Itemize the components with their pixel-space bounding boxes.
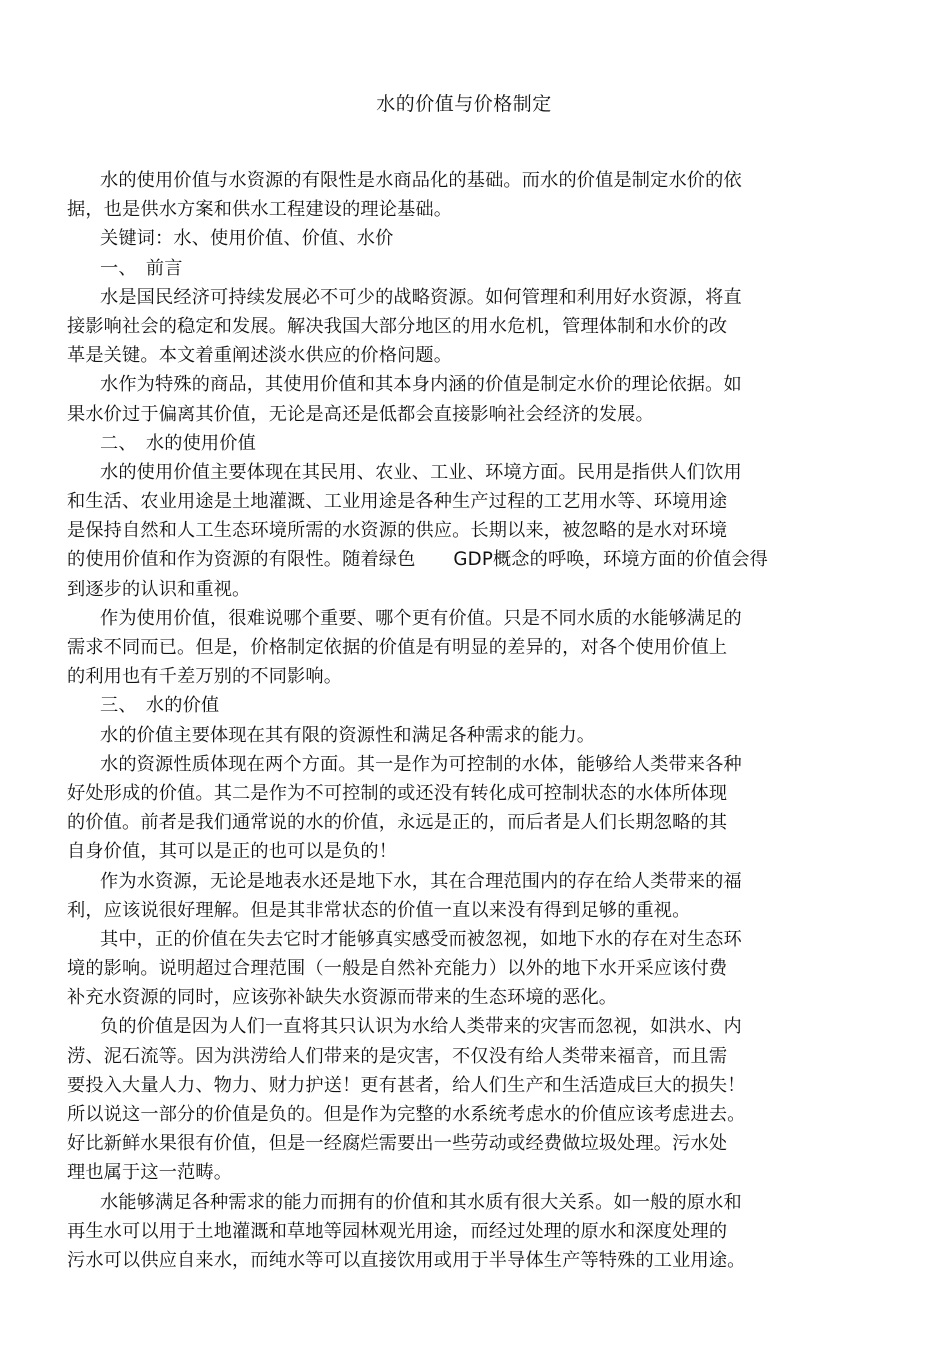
text-line: 水是国民经济可持续发展必不可少的战略资源。如何管理和利用好水资源，将直 [100, 286, 742, 308]
text-line: 其中，正的价值在失去它时才能够真实感受而被忽视，如地下水的存在对生态环 [100, 928, 742, 950]
text-line: 到逐步的认识和重视。 [67, 578, 251, 600]
text-line: 所以说这一部分的价值是负的。但是作为完整的水系统考虑水的价值应该考虑进去。 [67, 1104, 746, 1125]
text-line: 接影响社会的稳定和发展。解决我国大部分地区的用水危机，管理体制和水价的改 [67, 315, 728, 337]
text-line: 二、 水的使用价值 [100, 432, 256, 454]
text-line: 境的影响。说明超过合理范围（一般是自然补充能力）以外的地下水开采应该付费 [67, 958, 728, 980]
text-line: 一、 前言 [100, 257, 183, 279]
text-line: 据，也是供水方案和供水工程建设的理论基础。 [67, 199, 453, 221]
text-line: 污水可以供应自来水，而纯水等可以直接饮用或用于半导体生产等特殊的工业用途。 [67, 1249, 746, 1271]
text-line: 的利用也有千差万别的不同影响。 [67, 666, 343, 688]
text-line: 利，应该说很好理解。但是其非常状态的价值一直以来没有得到足够的重视。 [67, 899, 691, 921]
text-line: 果水价过于偏离其价值，无论是高还是低都会直接影响社会经济的发展。 [67, 403, 654, 425]
text-line: 关键词：水、使用价值、价值、水价 [100, 228, 394, 250]
text-line: 水的资源性质体现在两个方面。其一是作为可控制的水体，能够给人类带来各种 [100, 753, 742, 775]
text-line: 水的使用价值与水资源的有限性是水商品化的基础。而水的价值是制定水价的依 [100, 170, 742, 191]
text-line: 是保持自然和人工生态环境所需的水资源的供应。长期以来，被忽略的是水对环境 [67, 520, 728, 542]
text-line: 要投入大量人力、物力、财力护送！更有甚者，给人们生产和生活造成巨大的损失！ [67, 1074, 746, 1096]
text-line: 需求不同而已。但是，价格制定依据的价值是有明显的差异的，对各个使用价值上 [67, 637, 728, 658]
text-line: 好处形成的价值。其二是作为不可控制的或还没有转化成可控制状态的水体所体现 [67, 782, 728, 804]
text-line: 自身价值，其可以是正的也可以是负的！ [67, 841, 398, 863]
text-line: 作为水资源，无论是地表水还是地下水，其在合理范围内的存在给人类带来的福 [100, 870, 742, 892]
text-line-segment: GDP概念的呼唤，环境方面的价值会得 [453, 549, 769, 571]
text-line: 理也属于这一范畴。 [67, 1162, 233, 1184]
text-line: 三、 水的价值 [100, 695, 220, 717]
text-line: 作为使用价值，很难说哪个重要、哪个更有价值。只是不同水质的水能够满足的 [100, 607, 742, 629]
text-line: 水作为特殊的商品，其使用价值和其本身内涵的价值是制定水价的理论依据。如 [100, 374, 742, 396]
text-line: 涝、泥石流等。因为洪涝给人们带来的是灾害，不仅没有给人类带来福音，而且需 [67, 1045, 728, 1067]
text-line [67, 545, 867, 574]
text-line: 水的价值主要体现在其有限的资源性和满足各种需求的能力。 [100, 724, 596, 746]
text-line: 负的价值是因为人们一直将其只认识为水给人类带来的灾害而忽视，如洪水、内 [100, 1016, 742, 1038]
text-line: 的价值。前者是我们通常说的水的价值，永远是正的，而后者是人们长期忽略的其 [67, 812, 728, 834]
text-line: 和生活、农业用途是土地灌溉、工业用途是各种生产过程的工艺用水等、环境用途 [67, 491, 728, 513]
text-line-segment: 的使用价值和作为资源的有限性。随着绿色 [67, 549, 416, 571]
document-title: 水的价值与价格制定 [376, 93, 552, 115]
text-line: 水的使用价值主要体现在其民用、农业、工业、环境方面。民用是指供人们饮用 [100, 461, 742, 483]
text-line: 再生水可以用于土地灌溉和草地等园林观光用途，而经过处理的原水和深度处理的 [67, 1220, 728, 1242]
text-line: 好比新鲜水果很有价值，但是一经腐烂需要出一些劳动或经费做垃圾处理。污水处 [67, 1133, 728, 1155]
document-body [67, 166, 867, 1275]
text-line: 补充水资源的同时，应该弥补缺失水资源而带来的生态环境的恶化。 [67, 987, 618, 1009]
text-line: 水能够满足各种需求的能力而拥有的价值和其水质有很大关系。如一般的原水和 [100, 1191, 742, 1213]
text-line: 革是关键。本文着重阐述淡水供应的价格问题。 [67, 345, 453, 367]
